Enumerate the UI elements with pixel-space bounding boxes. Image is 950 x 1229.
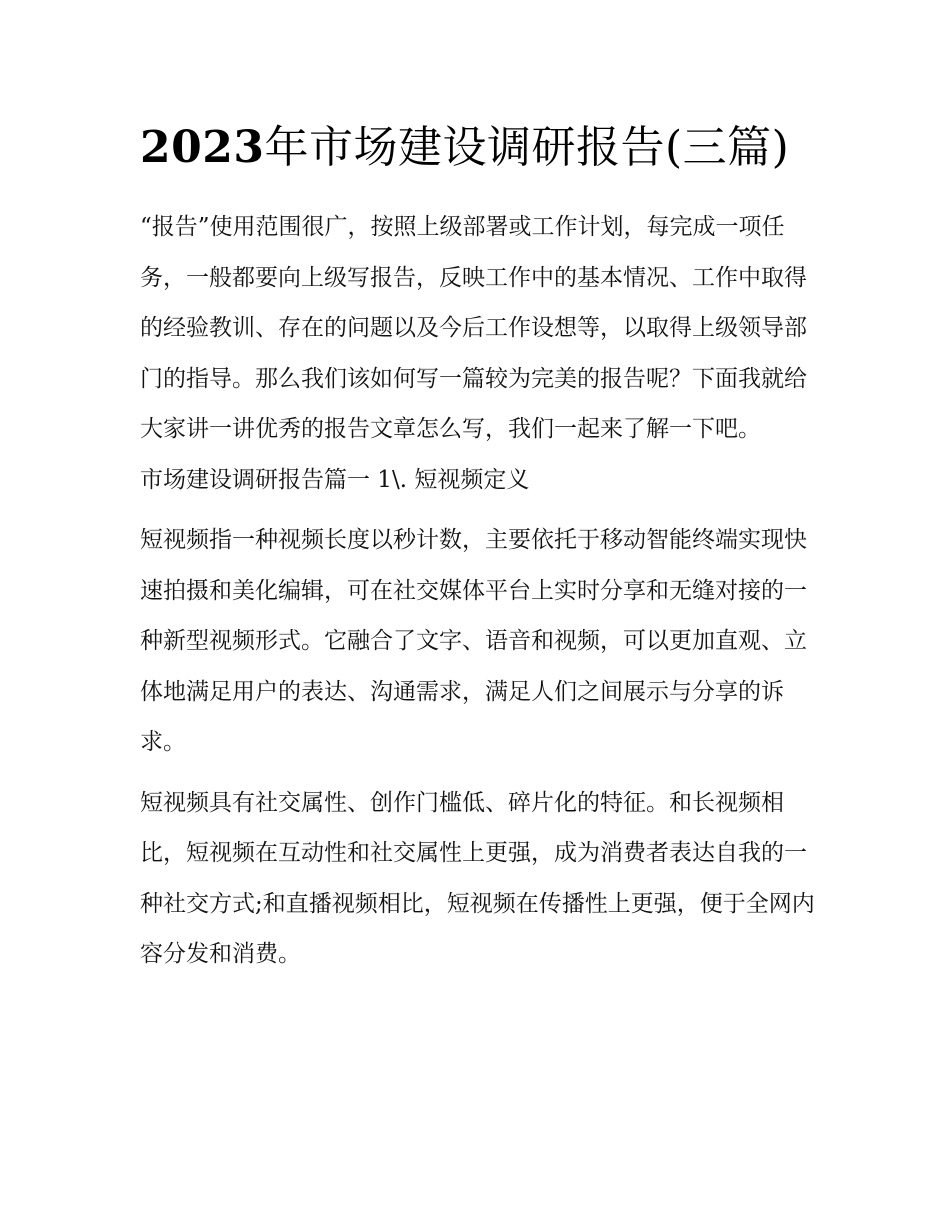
section-heading: 市场建设调研报告篇一 1\. 短视频定义 [140,466,530,493]
document-title [140,108,820,188]
title-year: 2023 [140,122,265,173]
title-text: 年市场建设调研报告(三篇) [264,122,790,173]
document-body [140,108,820,980]
body-paragraph-2: 短视频具有社交属性、创作门槛低、碎片化的特征。和长视频相比，短视频在互动性和社交属性上更强，成为消费者表达自我的一种社交方式;和直播视频相比，短视频在传播性上更强，便于全网内容分发和消费。 [140,789,815,967]
intro-paragraph: “报告”使用范围很广，按照上级部署或工作计划，每完成一项任务，一般都要向上级写报告，反映工作中的基本情况、工作中取得的经验教训、存在的问题以及今后工作设想等，以取得上级领导部门的指导。那么我们该如何写一篇较为完美的报告呢？下面我就给大家讲一讲优秀的报告文章怎么写，我们一起来了解一下吧。 [140,214,807,442]
body-paragraph-1: 短视频指一种视频长度以秒计数，主要依托于移动智能终端实现快速拍摄和美化编辑，可在社交媒体平台上实时分享和无缝对接的一种新型视频形式。它融合了文字、语音和视频，可以更加直观、立体地满足用户的表达、沟通需求，满足人们之间展示与分享的诉求。 [140,527,807,755]
